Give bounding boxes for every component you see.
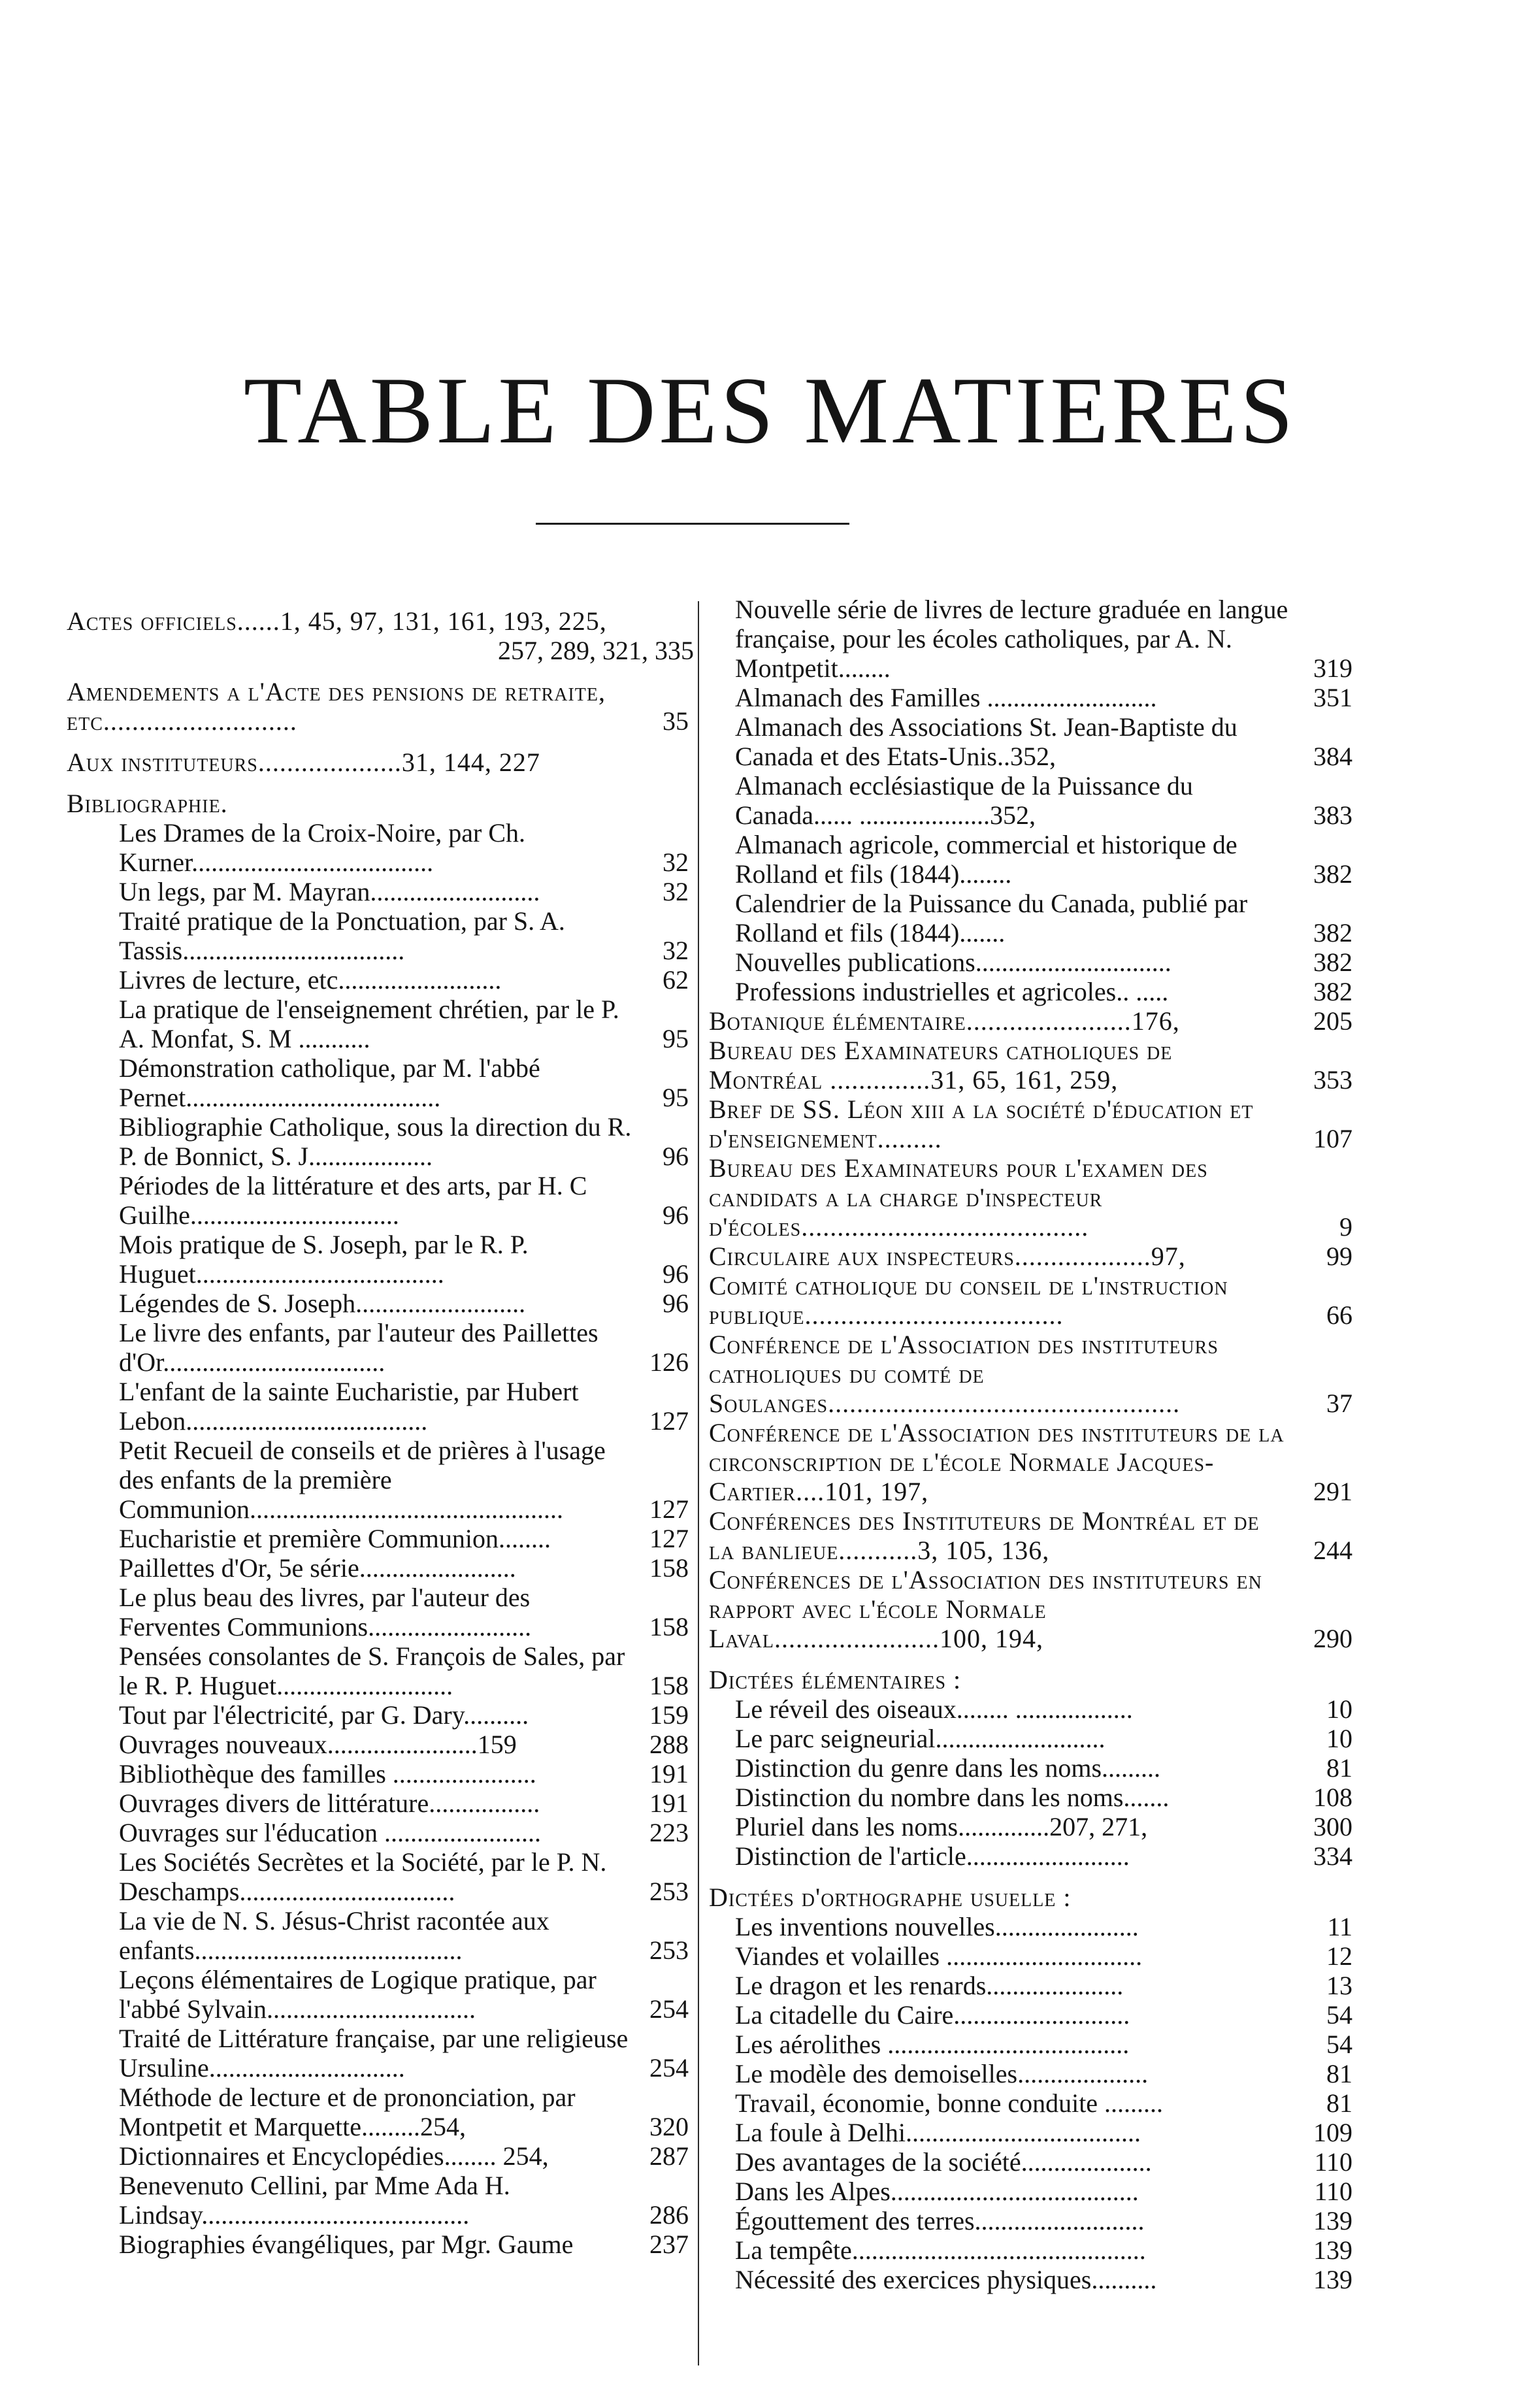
toc-entry (709, 889, 1352, 947)
toc-entry (709, 977, 1352, 1006)
toc-entry (709, 1330, 1352, 1418)
toc-entry-page: 244 (1313, 1536, 1352, 1565)
toc-entry-page: 191 (649, 1788, 689, 1818)
toc-entry-text: Méthode de lecture et de prononciation, par Montpetit et Marquette.........254, (119, 2083, 576, 2141)
toc-entry-page: 288 (649, 1730, 689, 1759)
toc-entry (709, 1841, 1352, 1871)
toc-entry-text: Conférences des Instituteurs de Montréal et de la banlieue...........3, 105, 136, (709, 1506, 1260, 1565)
toc-entry (67, 1230, 694, 1289)
toc-entry-text: Le plus beau des livres, par l'auteur des Ferventes Communions......................... (119, 1583, 532, 1641)
toc-entry-text: Comité catholique du conseil de l'instruction publique.................................... (709, 1271, 1228, 1330)
toc-entry-page: 237 (649, 2230, 689, 2259)
toc-entry (709, 2030, 1352, 2059)
toc-entry-text: Leçons élémentaires de Logique pratique, par l'abbé Sylvain................................ (119, 1965, 597, 2024)
toc-entry (709, 1694, 1352, 1724)
toc-entry-text: Les Sociétés Secrètes et la Société, par le P. N. Deschamps................................. (119, 1847, 607, 1906)
toc-entry-page: 54 (1326, 2030, 1352, 2059)
toc-entry-text: Nécessité des exercices physiques.......... (735, 2265, 1157, 2294)
toc-entry-text: Le livre des enfants, par l'auteur des Paillettes d'Or.................................. (119, 1318, 598, 1377)
toc-entry-text: Almanach des Associations St. Jean-Baptiste du Canada et des Etats-Unis..352, (735, 712, 1237, 771)
toc-entry-text: Traité pratique de la Ponctuation, par S. A. Tassis.................................. (119, 906, 565, 965)
toc-entry-text: Aux instituteurs....................31, 144, 227 (67, 748, 540, 777)
toc-entry-text: Viandes et volailles .............................. (735, 1941, 1143, 1971)
toc-entry-page: 158 (649, 1671, 689, 1700)
toc-entry-page: 319 (1313, 653, 1352, 683)
toc-entry-page: 127 (649, 1406, 689, 1436)
toc-entry (67, 606, 694, 636)
toc-entry-page: 10 (1326, 1694, 1352, 1724)
toc-entry (709, 1941, 1352, 1971)
toc-entry (709, 1783, 1352, 1812)
toc-entry-text: Biographies évangéliques, par Mgr. Gaume (119, 2230, 574, 2259)
toc-entry-page: 96 (663, 1200, 689, 1230)
toc-entry-page: 126 (649, 1347, 689, 1377)
toc-entry-text: La vie de N. S. Jésus-Christ racontée aux enfants......................................... (119, 1906, 549, 1965)
toc-entry (67, 965, 694, 995)
toc-entry (67, 1730, 694, 1759)
toc-entry (709, 2235, 1352, 2265)
toc-entry-page: 139 (1313, 2265, 1352, 2294)
toc-entry-text: Légendes de S. Joseph.......................... (119, 1289, 526, 1318)
toc-entry-page: 110 (1314, 2177, 1352, 2206)
toc-entry-page: 32 (663, 936, 689, 965)
toc-entry (709, 1912, 1352, 1941)
toc-entry (67, 789, 694, 818)
toc-entry-text: Le modèle des demoiselles.................... (735, 2059, 1149, 2088)
toc-entry-text: Distinction du genre dans les noms......... (735, 1753, 1161, 1783)
toc-entry (709, 2118, 1352, 2147)
toc-entry (67, 995, 694, 1053)
toc-entry-page: 99 (1326, 1242, 1352, 1271)
toc-entry-text: Les Drames de la Croix-Noire, par Ch. Kurner..................................... (119, 818, 526, 877)
toc-entry (67, 1965, 694, 2024)
toc-entry (67, 2024, 694, 2083)
toc-entry-text: La pratique de l'enseignement chrétien, par le P. A. Monfat, S. M ........... (119, 995, 619, 1053)
toc-entry-page: 62 (663, 965, 689, 995)
toc-entry-text: Les aérolithes ..................................... (735, 2030, 1130, 2059)
toc-entry-page: 35 (663, 706, 689, 736)
toc-entry-text: Bureau des Examinateurs catholiques de Montréal ..............31, 65, 161, 259, (709, 1036, 1173, 1095)
toc-entry-page: 96 (663, 1142, 689, 1171)
toc-entry (67, 1112, 694, 1171)
toc-entry-page: 81 (1326, 2088, 1352, 2118)
toc-entry (709, 947, 1352, 977)
toc-entry-page: 32 (663, 848, 689, 877)
toc-entry-page: 107 (1313, 1124, 1352, 1153)
toc-entry (709, 1153, 1352, 1242)
toc-entry-text: Bibliographie. (67, 789, 228, 818)
toc-entry (709, 830, 1352, 889)
toc-entry (67, 818, 694, 877)
toc-entry-text: Livres de lecture, etc......................... (119, 965, 502, 995)
toc-entry (709, 2088, 1352, 2118)
toc-entry (67, 1906, 694, 1965)
toc-entry-page: 320 (649, 2112, 689, 2141)
toc-entry-page: 191 (649, 1759, 689, 1788)
toc-entry (709, 1418, 1352, 1506)
toc-entry (709, 1753, 1352, 1783)
toc-entry-text: Bibliographie Catholique, sous la direction du R. P. de Bonnict, S. J................... (119, 1112, 632, 1171)
toc-entry (67, 677, 694, 736)
toc-entry (67, 1171, 694, 1230)
toc-entry-text: Amendements a l'Acte des pensions de retraite, etc........................... (67, 677, 606, 736)
toc-entry-page: 253 (649, 1936, 689, 1965)
toc-entry-page: 286 (649, 2200, 689, 2230)
toc-entry (709, 683, 1352, 712)
toc-entry-page: 9 (1339, 1212, 1352, 1242)
toc-entry-page: 108 (1313, 1783, 1352, 1812)
toc-entry-page: 353 (1313, 1065, 1352, 1095)
toc-entry-text: Calendrier de la Puissance du Canada, publié par Rolland et fils (1844)....... (735, 889, 1248, 947)
toc-entry-page: 382 (1313, 977, 1352, 1006)
toc-entry-text: Pluriel dans les noms..............207, 271, (735, 1812, 1148, 1841)
toc-entry-page: 54 (1326, 2000, 1352, 2030)
right-column (709, 595, 1352, 2294)
toc-entry-text: Dictées d'orthographe usuelle : (709, 1883, 1072, 1912)
toc-entry (67, 1436, 694, 1524)
toc-entry-text: Dans les Alpes...................................... (735, 2177, 1139, 2206)
toc-entry-page: 66 (1326, 1300, 1352, 1330)
toc-entry-text: Almanach ecclésiastique de la Puissance du Canada...... ....................352, (735, 771, 1193, 830)
toc-entry-page: 158 (649, 1612, 689, 1641)
toc-entry-text: Conférences de l'Association des instituteurs en rapport avec l'école Normale Laval.......................100, 194, (709, 1565, 1262, 1653)
toc-entry-text: Conférence de l'Association des instituteurs catholiques du comté de Soulanges................................................. (709, 1330, 1219, 1418)
toc-entry-page: 10 (1326, 1724, 1352, 1753)
toc-entry-page: 351 (1313, 683, 1352, 712)
toc-entry-page: 223 (649, 1818, 689, 1847)
toc-entry-text: Professions industrielles et agricoles.. ..... (735, 977, 1169, 1006)
toc-entry (67, 1759, 694, 1788)
toc-entry-page: 254 (649, 2053, 689, 2083)
toc-entry-text: Nouvelle série de livres de lecture graduée en langue française, pour les écoles catholiques, par A. N. Montpetit........ (735, 595, 1288, 683)
toc-entry-page: 334 (1313, 1841, 1352, 1871)
toc-entry-text: Pensées consolantes de S. François de Sales, par le R. P. Huguet........................... (119, 1641, 625, 1700)
toc-entry-text: Périodes de la littérature et des arts, par H. C Guilhe................................ (119, 1171, 587, 1230)
toc-entry-text: Almanach agricole, commercial et historique de Rolland et fils (1844)........ (735, 830, 1237, 889)
toc-entry-text: L'enfant de la sainte Eucharistie, par Hubert Lebon..................................... (119, 1377, 579, 1436)
toc-entry-text: Paillettes d'Or, 5e série........................ (119, 1553, 516, 1583)
toc-entry (709, 1971, 1352, 2000)
toc-entry (67, 2230, 694, 2259)
toc-entry-text: Traité de Littérature française, par une religieuse Ursuline.............................. (119, 2024, 629, 2083)
toc-entry (67, 2083, 694, 2141)
toc-entry-page: 287 (649, 2141, 689, 2171)
toc-entry-text: Mois pratique de S. Joseph, par le R. P. Huguet...................................... (119, 1230, 529, 1289)
toc-entry-text: Nouvelles publications.............................. (735, 947, 1171, 977)
toc-entry (709, 771, 1352, 830)
toc-entry (709, 1812, 1352, 1841)
toc-entry-text: Bureau des Examinateurs pour l'examen des candidats a la charge d'inspecteur d'écoles........................................ (709, 1153, 1208, 1242)
toc-entry-page: 139 (1313, 2235, 1352, 2265)
toc-entry (67, 1377, 694, 1436)
toc-entry-text: Benevenuto Cellini, par Mme Ada H. Lindsay......................................... (119, 2171, 510, 2230)
toc-entry-text: Dictionnaires et Encyclopédies........ 254, (119, 2141, 549, 2171)
toc-entry-text: Démonstration catholique, par M. l'abbé Pernet....................................... (119, 1053, 540, 1112)
toc-entry-page: 13 (1326, 1971, 1352, 2000)
toc-entry (67, 2141, 694, 2171)
toc-entry-text: Des avantages de la société.................... (735, 2147, 1152, 2177)
toc-entry-page: 253 (649, 1877, 689, 1906)
toc-entry-page: 37 (1326, 1389, 1352, 1418)
toc-entry-text: Conférence de l'Association des instituteurs de la circonscription de l'école Normale Jacques-Cartier....101, 197, (709, 1418, 1285, 1506)
toc-entry-page: 254 (649, 1994, 689, 2024)
toc-entry-text: Eucharistie et première Communion........ (119, 1524, 551, 1553)
toc-entry-page: 205 (1313, 1006, 1352, 1036)
toc-entry (67, 2171, 694, 2230)
toc-entry (67, 1053, 694, 1112)
toc-entry-page: 32 (663, 877, 689, 906)
toc-entry-page: 158 (649, 1553, 689, 1583)
toc-entry-page: 127 (649, 1494, 689, 1524)
toc-entry-page: 81 (1326, 1753, 1352, 1783)
toc-entry (67, 1289, 694, 1318)
toc-entry-text: Les inventions nouvelles...................... (735, 1912, 1139, 1941)
toc-entry (67, 1524, 694, 1553)
toc-entry-page: 11 (1327, 1912, 1352, 1941)
toc-entry-page: 382 (1313, 947, 1352, 977)
toc-entry-text: Botanique élémentaire.......................176, (709, 1006, 1180, 1036)
toc-entry (709, 2059, 1352, 2088)
toc-entry-text: Almanach des Familles .......................... (735, 683, 1157, 712)
toc-entry (709, 2265, 1352, 2294)
toc-entry-page: 95 (663, 1083, 689, 1112)
toc-entry-page: 383 (1313, 800, 1352, 830)
toc-entry (709, 2177, 1352, 2206)
toc-entry (67, 748, 694, 777)
toc-entry-page: 110 (1314, 2147, 1352, 2177)
toc-entry (67, 906, 694, 965)
left-column (67, 595, 694, 2259)
toc-entry-page: 96 (663, 1259, 689, 1289)
column-divider (698, 601, 699, 2365)
toc-entry (709, 1565, 1352, 1653)
toc-entry-page: 291 (1313, 1477, 1352, 1506)
toc-entry-text: Le réveil des oiseaux........ .................. (735, 1694, 1133, 1724)
toc-entry-text: Un legs, par M. Mayran.......................... (119, 877, 540, 906)
toc-entry-text: Le dragon et les renards..................... (735, 1971, 1124, 2000)
toc-entry-text: Ouvrages nouveaux.......................159 (119, 1730, 517, 1759)
toc-entry-text: Distinction de l'article......................... (735, 1841, 1130, 1871)
toc-entry (709, 2000, 1352, 2030)
toc-entry (67, 1788, 694, 1818)
toc-entry-page: 384 (1313, 742, 1352, 771)
toc-entry (67, 877, 694, 906)
toc-entry-page: 159 (649, 1700, 689, 1730)
toc-entry (67, 1818, 694, 1847)
toc-entry (709, 595, 1352, 683)
toc-entry (709, 1036, 1352, 1095)
toc-entry-text: Tout par l'électricité, par G. Dary.......... (119, 1700, 529, 1730)
page-title: TABLE DES MATIERES (243, 357, 1297, 463)
title-rule (536, 523, 849, 525)
toc-entry-page: 300 (1313, 1812, 1352, 1841)
toc-entry (67, 1641, 694, 1700)
toc-entry (709, 2206, 1352, 2235)
toc-entry-text: Distinction du nombre dans les noms....... (735, 1783, 1170, 1812)
toc-entry-page: 382 (1313, 859, 1352, 889)
toc-entry (67, 1583, 694, 1641)
toc-entry-page: 81 (1326, 2059, 1352, 2088)
toc-entry-page: 290 (1313, 1624, 1352, 1653)
toc-entry-text: 257, 289, 321, 335 (498, 636, 694, 665)
toc-entry-text: La tempête............................................. (735, 2235, 1146, 2265)
toc-entry-text: La foule à Delhi.................................... (735, 2118, 1141, 2147)
toc-entry (709, 1095, 1352, 1153)
toc-entry-text: Circulaire aux inspecteurs...................97, (709, 1242, 1186, 1271)
toc-entry (67, 1318, 694, 1377)
toc-entry-text: Le parc seigneurial.......................... (735, 1724, 1106, 1753)
toc-entry (709, 1724, 1352, 1753)
toc-entry-page: 109 (1313, 2118, 1352, 2147)
toc-entry-page: 127 (649, 1524, 689, 1553)
toc-entry (709, 1006, 1352, 1036)
toc-entry-text: Travail, économie, bonne conduite ......... (735, 2088, 1164, 2118)
toc-entry (709, 712, 1352, 771)
toc-entry-text: Bref de SS. Léon xiii a la société d'éducation et d'enseignement......... (709, 1095, 1254, 1153)
toc-entry (67, 636, 694, 665)
toc-entry (709, 1271, 1352, 1330)
toc-entry-text: Ouvrages sur l'éducation ........................ (119, 1818, 541, 1847)
toc-entry-page: 96 (663, 1289, 689, 1318)
toc-entry (709, 1883, 1352, 1912)
toc-entry-text: Dictées élémentaires : (709, 1665, 962, 1694)
toc-entry (709, 1242, 1352, 1271)
toc-entry-text: Petit Recueil de conseils et de prières à l'usage des enfants de la première Communion................................................ (119, 1436, 606, 1524)
toc-entry (709, 1506, 1352, 1565)
toc-entry-text: Actes officiels......1, 45, 97, 131, 161, 193, 225, (67, 606, 607, 636)
toc-entry (709, 2147, 1352, 2177)
toc-entry (709, 1665, 1352, 1694)
toc-entry-text: Ouvrages divers de littérature................. (119, 1788, 540, 1818)
toc-entry-page: 139 (1313, 2206, 1352, 2235)
toc-entry (67, 1553, 694, 1583)
toc-entry-text: La citadelle du Caire........................... (735, 2000, 1130, 2030)
toc-entry-page: 12 (1326, 1941, 1352, 1971)
toc-entry (67, 1847, 694, 1906)
toc-entry-text: Égouttement des terres.......................... (735, 2206, 1145, 2235)
toc-entry-page: 95 (663, 1024, 689, 1053)
toc-entry-text: Bibliothèque des familles ...................... (119, 1759, 536, 1788)
toc-entry (67, 1700, 694, 1730)
toc-entry-page: 382 (1313, 918, 1352, 947)
